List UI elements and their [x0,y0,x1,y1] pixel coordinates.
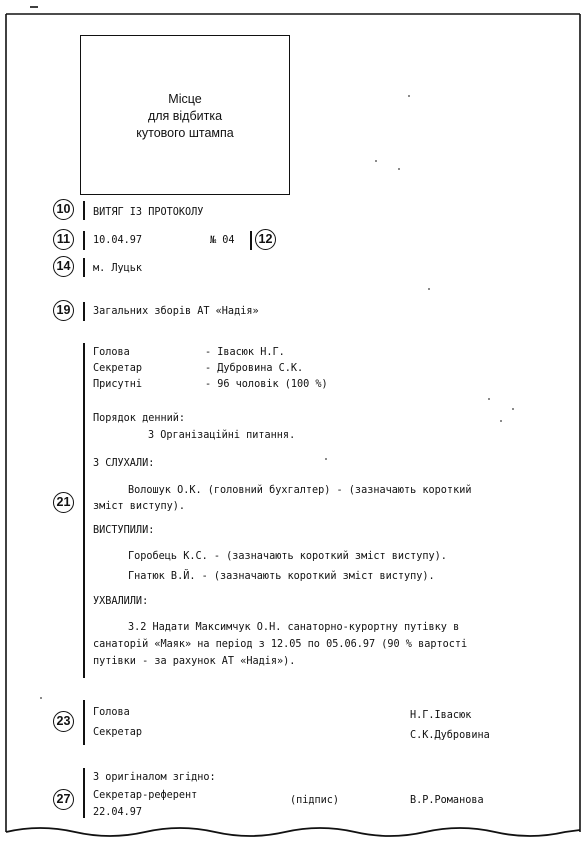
document-place: м. Луцьк [93,263,143,274]
marker-12: 12 [255,229,276,250]
chair-value: - Івасюк Н.Г. [205,347,285,358]
marker-14: 14 [53,256,74,277]
marker-bar [83,258,85,277]
heard-line-1: Волошук О.К. (головний бухгалтер) - (зазначають короткий [128,485,472,496]
document-type: ВИТЯГ ІЗ ПРОТОКОЛУ [93,207,204,218]
signature-chair-label: Голова [93,707,130,718]
signature-chair-name: Н.Г.Івасюк [410,710,472,721]
heard-line-2: зміст виступу). [93,501,186,512]
signature-secretary-label: Секретар [93,727,143,738]
marker-bar [83,768,85,818]
spoke-line-2: Гнатюк В.Й. - (зазначають короткий зміст виступу). [128,571,435,582]
secretary-label: Секретар [93,363,143,374]
marker-bar [83,302,85,321]
document-number: № 04 [210,235,235,246]
decided-title: УХВАЛИЛИ: [93,596,149,607]
secretary-value: - Дубровина С.К. [205,363,304,374]
signature-secretary-name: С.К.Дубровина [410,730,490,741]
marker-bar [83,700,85,745]
marker-bar [83,231,85,250]
stamp-line-2: для відбитка [147,109,223,123]
marker-10: 10 [53,199,74,220]
certification-title: З оригіналом згідно: [93,772,216,783]
spoke-line-1: Горобець К.С. - (зазначають короткий зміст виступу). [128,551,447,562]
marker-23: 23 [53,711,74,732]
spoke-title: ВИСТУПИЛИ: [93,525,155,536]
scan-speck [428,288,430,290]
certification-date: 22.04.97 [93,807,143,818]
body-bar [83,343,85,678]
scan-speck [375,160,377,162]
document-date: 10.04.97 [93,235,143,246]
corner-stamp-placeholder [80,35,290,195]
decided-line-1: 3.2 Надати Максимчук О.Н. санаторно-курортну путівку в [128,622,460,633]
scan-speck [398,168,400,170]
certification-name: В.Р.Романова [410,795,484,806]
present-value: - 96 чоловік (100 %) [205,379,328,390]
scan-speck [512,408,514,410]
heard-title: 3 СЛУХАЛИ: [93,458,155,469]
scan-speck [488,398,490,400]
chair-label: Голова [93,347,130,358]
marker-19: 19 [53,300,74,321]
marker-21: 21 [53,492,74,513]
marker-11: 11 [53,229,74,250]
scan-speck [40,697,42,699]
stamp-line-1: Місце [168,92,202,106]
meeting-title: Загальних зборів АТ «Надія» [93,306,259,317]
decided-line-2: санаторій «Маяк» на період з 12.05 по 05.06.97 (90 % вартості [93,639,468,650]
agenda-item: 3 Організаційні питання. [148,430,296,441]
marker-bar [83,201,85,220]
scan-speck [500,420,502,422]
present-label: Присутні [93,379,143,390]
certification-signature: (підпис) [290,795,340,806]
marker-bar [250,231,252,250]
certification-role: Секретар-референт [93,790,198,801]
scan-speck [325,458,327,460]
agenda-title: Порядок денний: [93,413,186,424]
stamp-line-3: кутового штампа [136,126,234,140]
scan-speck [408,95,410,97]
marker-27: 27 [53,789,74,810]
decided-line-3: путівки - за рахунок АТ «Надія»). [93,656,296,667]
